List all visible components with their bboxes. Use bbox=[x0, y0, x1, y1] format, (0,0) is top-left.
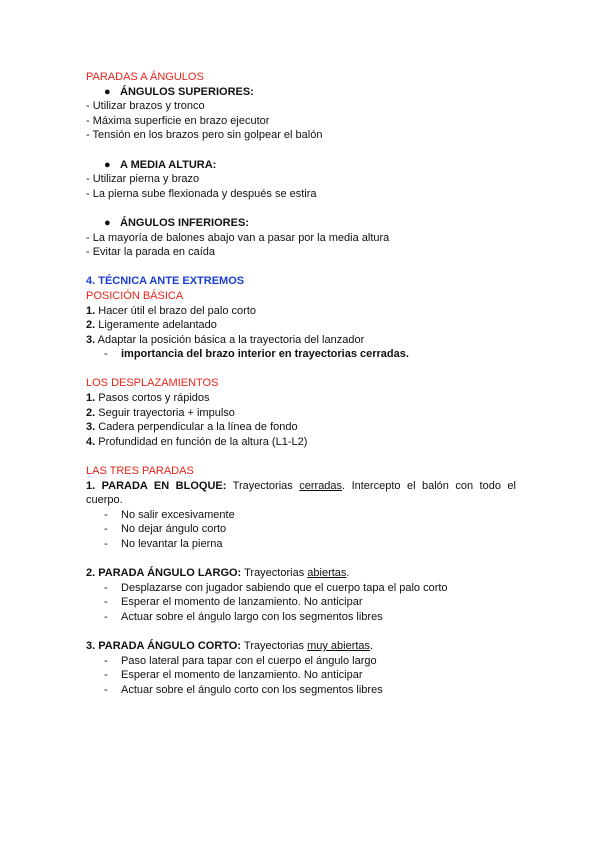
spacer bbox=[86, 552, 516, 567]
list-item: - Utilizar pierna y brazo bbox=[86, 173, 200, 186]
list-item: 3. Cadera perpendicular a la línea de fondo bbox=[86, 421, 298, 434]
parada-bloque-line: 1. PARADA EN BLOQUE: Trayectorias cerradas. Intercepto el balón con todo el bbox=[86, 479, 516, 492]
sub-list-item: - Actuar sobre el ángulo largo con los segmentos libres bbox=[104, 610, 383, 623]
subsection-title-posicion: POSICIÓN BÁSICA bbox=[86, 289, 184, 302]
parada-bloque-continuation: cuerpo. bbox=[86, 494, 123, 507]
heading-angulos-superiores: ● ÁNGULOS SUPERIORES: bbox=[104, 85, 254, 98]
spacer bbox=[86, 362, 516, 377]
bullet-icon: ● bbox=[104, 216, 111, 229]
parada-corto-line: 3. PARADA ÁNGULO CORTO: Trayectorias muy abiertas. bbox=[86, 640, 374, 653]
list-item: - La mayoría de balones abajo van a pasar por la media altura bbox=[86, 231, 390, 244]
sub-list-item: - Desplazarse con jugador sabiendo que el cuerpo tapa el palo corto bbox=[104, 581, 448, 594]
dash-marker: - bbox=[104, 523, 108, 536]
dash-marker: - bbox=[104, 508, 108, 521]
document-page bbox=[86, 70, 516, 698]
list-item: 2. Ligeramente adelantado bbox=[86, 319, 217, 332]
list-item: - La pierna sube flexionada y después se estira bbox=[86, 187, 317, 200]
dash-marker: - bbox=[104, 348, 108, 361]
list-item: 1. Pasos cortos y rápidos bbox=[86, 392, 210, 405]
list-item: - Tensión en los brazos pero sin golpear el balón bbox=[86, 129, 323, 142]
sub-list-item: - No levantar la pierna bbox=[104, 538, 223, 550]
list-item: - Utilizar brazos y tronco bbox=[86, 100, 205, 113]
dash-marker: - bbox=[104, 610, 108, 623]
sub-list-item: - Paso lateral para tapar con el cuerpo el ángulo largo bbox=[104, 654, 377, 667]
spacer bbox=[86, 201, 516, 216]
dash-marker: - bbox=[104, 683, 108, 696]
heading-angulos-inferiores: ● ÁNGULOS INFERIORES: bbox=[104, 216, 249, 229]
list-item: 1. Hacer útil el brazo del palo corto bbox=[86, 304, 256, 317]
dash-marker: - bbox=[104, 669, 108, 682]
spacer bbox=[86, 260, 516, 275]
dash-marker: - bbox=[104, 538, 108, 550]
dash-marker: - bbox=[104, 581, 108, 594]
bullet-icon: ● bbox=[104, 85, 111, 98]
sub-list-item: - importancia del brazo interior en trayectorias cerradas. bbox=[104, 348, 409, 361]
dash-marker: - bbox=[104, 654, 108, 667]
sub-list-item: - Esperar el momento de lanzamiento. No anticipar bbox=[104, 596, 363, 609]
spacer bbox=[86, 625, 516, 640]
section-title-tres-paradas: LAS TRES PARADAS bbox=[86, 465, 194, 478]
list-item: 3. Adaptar la posición básica a la trayectoria del lanzador bbox=[86, 333, 365, 346]
list-item: - Evitar la parada en caída bbox=[86, 246, 216, 259]
section-title-paradas: PARADAS A ÁNGULOS bbox=[86, 71, 204, 83]
bullet-icon: ● bbox=[104, 158, 111, 171]
sub-list-item: - Esperar el momento de lanzamiento. No anticipar bbox=[104, 669, 363, 682]
list-item: - Máxima superficie en brazo ejecutor bbox=[86, 114, 270, 127]
list-item: 2. Seguir trayectoria + impulso bbox=[86, 406, 235, 419]
section-title-desplazamientos: LOS DESPLAZAMIENTOS bbox=[86, 377, 219, 390]
heading-media-altura: ● A MEDIA ALTURA: bbox=[104, 158, 217, 171]
parada-largo-line: 2. PARADA ÁNGULO LARGO: Trayectorias abiertas. bbox=[86, 567, 350, 580]
spacer bbox=[86, 449, 516, 464]
spacer bbox=[86, 143, 516, 158]
sub-list-item: - No dejar ángulo corto bbox=[104, 523, 227, 536]
dash-marker: - bbox=[104, 596, 108, 609]
section-title-tecnica: 4. TÉCNICA ANTE EXTREMOS bbox=[86, 275, 245, 288]
sub-list-item: - Actuar sobre el ángulo corto con los segmentos libres bbox=[104, 683, 383, 696]
sub-list-item: - No salir excesivamente bbox=[104, 508, 235, 521]
list-item: 4. Profundidad en función de la altura (L1-L2) bbox=[86, 435, 308, 448]
